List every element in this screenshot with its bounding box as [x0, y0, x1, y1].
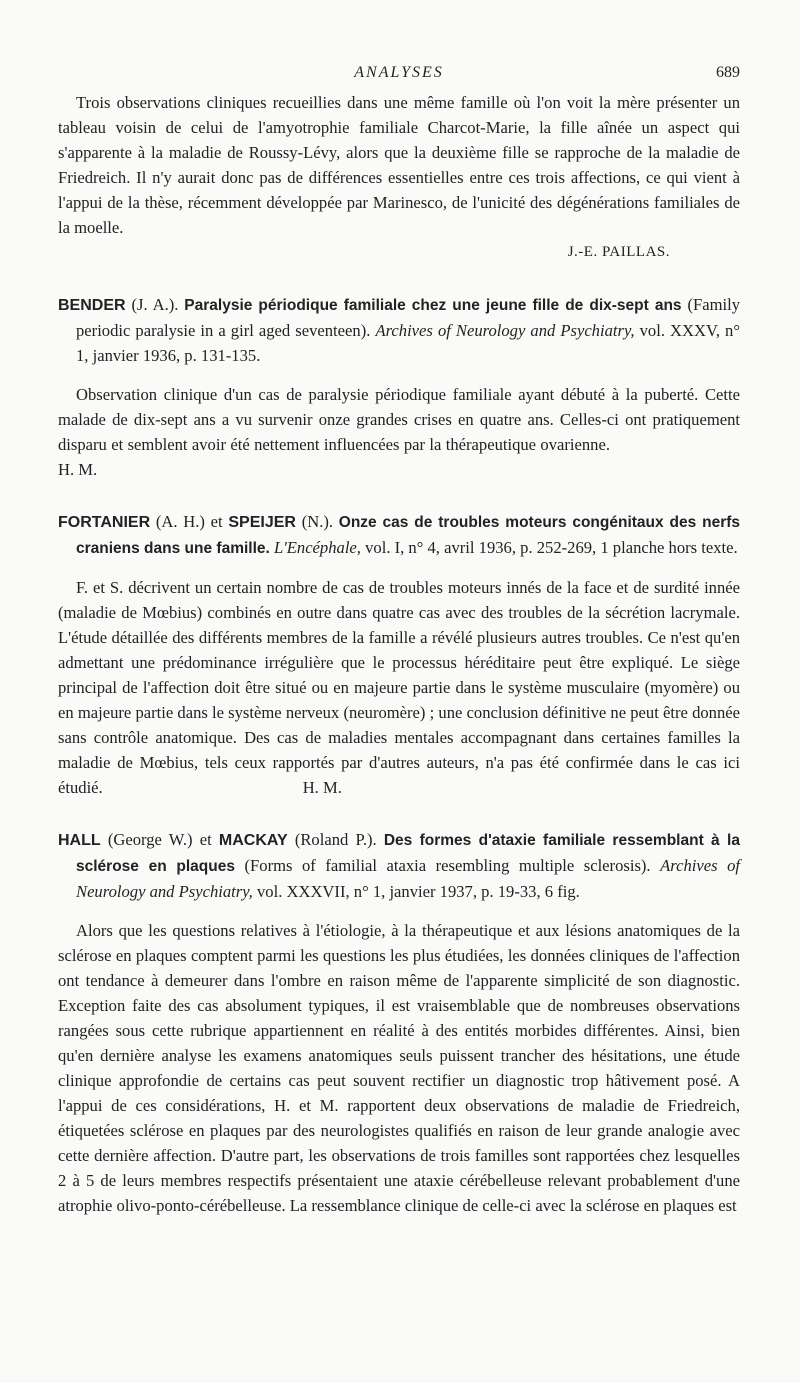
review-entry-bender [58, 292, 740, 482]
journal-name: Archives of Neurology and Psychiatry, [76, 856, 741, 901]
reviewer-signature: H. M. [302, 778, 342, 797]
page-header [58, 62, 740, 90]
author-name: FORTANIER [58, 514, 151, 531]
author-name: HALL [58, 832, 101, 849]
author-initials: (A. H.) [155, 512, 205, 531]
continuation-signature: J.-E. PAILLAS. [567, 244, 670, 260]
abstract-text: F. et S. décrivent un certain nombre de cas de troubles moteurs innés de la face et de surdité innée (maladie de Mœbius) combinés en outre dans quatre cas avec des troubles de la sécrétion lacrymale. L'étude détaillée des différents membres de la famille a révélé plusieurs autres troubles. Ce n'est qu'en admettant une prédominance irrégulière que le processus héréditaire peut être expliqué. Le siège principal de l'affection doit être situé ou en majeure partie dans le système musculaire (myomère) ou en majeure partie dans le système nerveux (neuromère) ; une conclusion définitive ne peut être donnée sans contrôle anatomique. Des cas de maladies mentales accompagnant dans certaines familles la maladie de Mœbius, tels ceux rapportés par d'autres auteurs, n'a pas été confirmée dans le cas ici étudié. H. M. [58, 578, 740, 797]
author-initials: (J. A.). [131, 295, 179, 314]
continuation-paragraph: Trois observations cliniques recueillies dans une même famille où l'on voit la mère présenter un tableau voisin de celui de l'amyotrophie familiale Charcot-Marie, la fille aînée un aspect qui s'apparente à la maladie de Roussy-Lévy, alors que la deuxième fille se rapproche de la maladie de Friedreich. Il n'y aurait donc pas de différences essentielles entre ces trois affections, ce qui vient à l'appui de la thèse, récemment développée par Marinesco, de l'unicité des dégénérations familiales de la moelle. [58, 93, 740, 237]
journal-name: Archives of Neurology and Psychiatry, [375, 321, 635, 340]
author-name-second: SPEIJER [228, 514, 296, 531]
review-entry-hall-mackay [58, 827, 740, 1218]
journal-reference: vol. I, n° 4, avril 1936, p. 252-269, 1 planche hors texte. [365, 538, 738, 557]
journal-reference: vol. XXXVII, n° 1, janvier 1937, p. 19-33, 6 fig. [256, 882, 580, 901]
reviewer-signature: H. M. [58, 460, 98, 479]
author-initials-second: (N.). [301, 512, 334, 531]
author-connector: et [210, 512, 223, 531]
journal-name: L'Encéphale, [273, 538, 361, 557]
author-name-second: MACKAY [218, 832, 288, 849]
abstract-block [58, 382, 740, 482]
document-page [58, 62, 740, 1218]
review-entry-fortanier [58, 509, 740, 800]
abstract-text: Alors que les questions relatives à l'étiologie, à la thérapeutique et aux lésions anatomiques de la sclérose en plaques comptent parmi les questions les plus étudiées, les données cliniques de l'affection ont tendance à demeurer dans l'ombre en raison même de l'apparente simplicité de son diagnostic. Exception faite des cas absolument typiques, il est vraisemblable que de nombreuses observations rangées sous cette rubrique appartiennent en réalité à des entités morbides différentes. Ainsi, bien qu'en dernière analyse les examens anatomiques seuls puissent trancher des hésitations, une étude clinique approfondie de certains cas peut souvent rectifier un diagnostic trop hâtivement posé. A l'appui de ces considérations, H. et M. rapportent deux observations de maladie de Friedreich, étiquetées sclérose en plaques par des neurologistes qualifiés en raison de leur grande analogie avec cette dernière affection. D'autre part, les observations de trois familles sont rapportées chez lesquelles 2 à 5 de leurs membres respectifs présentaient une ataxie cérébelleuse relevant probablement d'une atrophie olivo-ponto-cérébelleuse. La ressemblance clinique de celle-ci avec la sclérose en plaques est [58, 921, 740, 1215]
article-title: Onze cas de troubles moteurs congénitaux des nerfs craniens dans une famille. [76, 514, 741, 557]
entry-citation [58, 292, 740, 368]
author-name: BENDER [58, 297, 126, 314]
abstract-block [58, 918, 740, 1218]
running-title: ANALYSES [354, 64, 444, 81]
entry-citation [58, 827, 740, 904]
entry-citation [58, 509, 740, 561]
article-title-english: (Forms of familial ataxia resembling multiple sclerosis). [244, 856, 651, 875]
journal-reference: vol. XXXV, n° 1, janvier 1936, p. 131-135. [76, 321, 740, 365]
page-number: 689 [716, 64, 740, 81]
abstract-block [58, 575, 740, 800]
author-initials: (George W.) [107, 830, 193, 849]
author-initials-second: (Roland P.). [294, 830, 377, 849]
abstract-text: Observation clinique d'un cas de paralysie périodique familiale ayant débuté à la puberté. Cette malade de dix-sept ans a vu survenir onze grandes crises en quatre ans. Celles-ci ont pratiquement disparu et semblent avoir été nettement influencées par la thérapeutique ovarienne.H. M. [58, 385, 740, 479]
article-title: Paralysie périodique familiale chez une jeune fille de dix-sept ans [184, 297, 682, 314]
article-title: Des formes d'ataxie familiale ressemblant à la sclérose en plaques [76, 832, 740, 875]
article-title-english: (Family periodic paralysie in a girl aged seventeen). [76, 295, 741, 340]
author-connector: et [199, 830, 212, 849]
